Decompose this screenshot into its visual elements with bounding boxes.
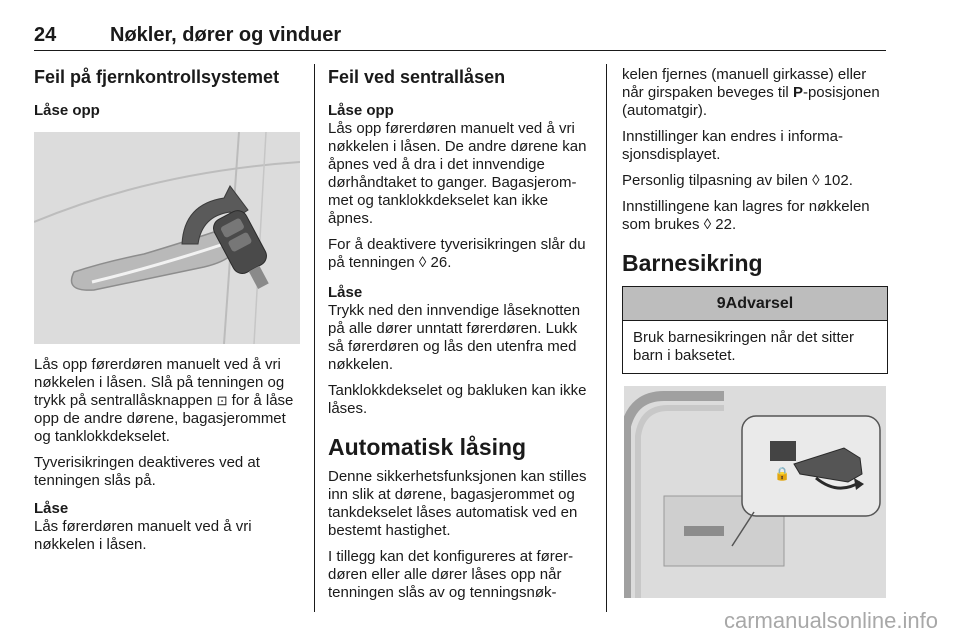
warning-box	[622, 286, 888, 374]
paragraph: Tanklokkdekselet og bakluken kan ikke låses.	[328, 382, 587, 417]
central-lock-button-icon: ⊡	[216, 393, 228, 408]
subheading-unlock: Låse opp	[34, 102, 100, 119]
paragraph: Tyverisikringen deaktiveres ved at tenningen slås på.	[34, 454, 260, 489]
page-number: 24	[34, 24, 57, 46]
column-1	[34, 66, 300, 562]
subheading-lock: Låse	[328, 284, 363, 301]
svg-text:🔒: 🔒	[774, 466, 791, 481]
page-reference-icon: ◊	[418, 254, 427, 271]
paragraph: Personlig tilpasning av bilen ◊ 102.	[622, 172, 853, 189]
subheading-unlock: Låse opp	[328, 102, 394, 119]
paragraph: Denne sikkerhetsfunksjonen kan stilles inn slik at dørene, bagasjerommet og tankdekselet låses automatisk ved en bestemt hastighet.	[328, 468, 587, 539]
warning-header: 9Advarsel	[623, 287, 887, 321]
page-reference[interactable]: 22.	[715, 216, 737, 233]
section-heading: Feil ved sentrallåsen	[328, 67, 506, 87]
warning-triangle-icon: 9	[716, 295, 726, 312]
paragraph: Innstillinger kan endres i informasjonsdisplayet.	[622, 128, 843, 163]
subheading-lock: Låse	[34, 500, 69, 517]
section-heading: Feil på fjernkontrollsystemet	[34, 67, 280, 87]
header-rule	[34, 50, 886, 51]
column-divider	[606, 64, 607, 612]
paragraph: Lås opp førerdøren manuelt ved å vri nøkkelen i låsen. Slå på tenningen og trykk på sentrallåsknappen ⊡ for å låse opp de andre dørene, bagasjerommet og tanklokkdekselet.	[34, 356, 294, 445]
child-lock-illustration	[624, 386, 886, 598]
paragraph: Trykk ned den innvendige låseknotten på alle dører unntatt førerdøren. Lukk så førerdøren og lås den utenfra med nøkkelen.	[328, 302, 581, 373]
page-header	[34, 18, 886, 54]
section-heading: Automatisk låsing	[328, 434, 527, 460]
page-reference-icon: ◊	[703, 216, 712, 233]
paragraph: kelen fjernes (manuell girkasse) eller når girspaken beveges til P-posisjonen (automatgir).	[622, 66, 880, 119]
door-handle-key-illustration	[34, 132, 300, 344]
column-3	[622, 66, 888, 598]
column-2	[328, 66, 594, 610]
paragraph: Lås opp førerdøren manuelt ved å vri nøkkelen i låsen. De andre dørene kan åpnes ved å dra i det innvendige dørhåndtaket to ganger. Bagasjerommet og tanklokkdekselet kan ikke åpnes.	[328, 120, 587, 227]
door-handle-key-drawing	[34, 132, 300, 344]
paragraph: For å deaktivere tyverisikringen slår du på tenningen ◊ 26.	[328, 236, 586, 271]
warning-text: Bruk barnesikringen når det sitter barn i baksetet.	[633, 329, 854, 364]
page-reference[interactable]: 102.	[823, 172, 853, 189]
column-divider	[314, 64, 315, 612]
child-lock-drawing	[624, 386, 886, 598]
section-heading: Barnesikring	[622, 250, 763, 276]
paragraph: Lås førerdøren manuelt ved å vri nøkkelen i låsen.	[34, 518, 252, 553]
page-reference-icon: ◊	[812, 172, 820, 189]
paragraph: I tillegg kan det konfigureres at førerdøren eller alle dører låses opp når tenningen slås av og tenningsnøk-	[328, 548, 574, 601]
watermark: carmanualsonline.info	[723, 608, 938, 633]
running-title: Nøkler, dører og vinduer	[110, 24, 342, 46]
paragraph: Innstillingene kan lagres for nøkkelen som brukes ◊ 22.	[622, 198, 870, 233]
page-reference[interactable]: 26.	[430, 254, 452, 271]
